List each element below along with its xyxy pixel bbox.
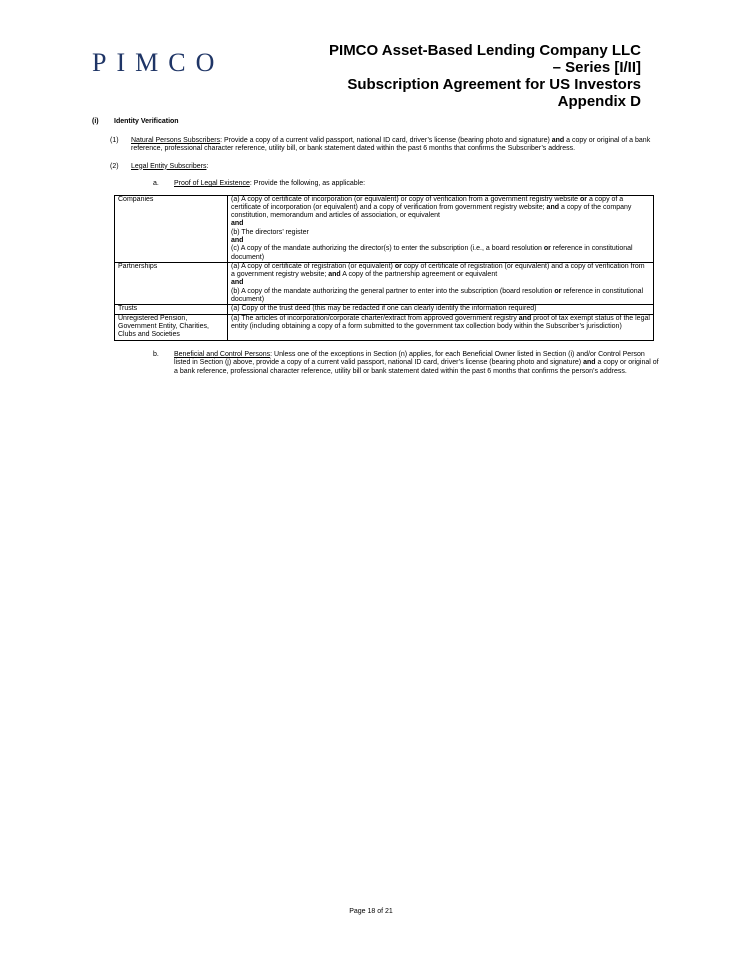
subitem-number: a. bbox=[153, 180, 159, 187]
item-text-part: : Provide a copy of a current valid passport, national ID card, driver’s license (bearing photo and signature) bbox=[220, 136, 552, 144]
cell-line bbox=[231, 263, 650, 280]
bold-and: and bbox=[551, 136, 565, 144]
cell-text: a copy of a certificate of incorporation (or equivalent) and a copy of verification from government registry website; bbox=[231, 195, 624, 211]
cell-line bbox=[231, 245, 650, 262]
cell-text: A copy of the partnership agreement or equivalent bbox=[340, 271, 498, 279]
bold-and: and bbox=[231, 279, 244, 287]
subitem-beneficial-control bbox=[92, 351, 662, 377]
item-label: Natural Persons Subscribers bbox=[131, 136, 221, 144]
item-text-part: a copy or original of a bank reference, professional character reference, utility bill, or bank statement dated within the past 6 months that confirms the Subscriber’s address. bbox=[131, 136, 651, 152]
row-label: Partnerships bbox=[115, 262, 228, 304]
cell-text: (b) A copy of the mandate authorizing the general partner to enter into the subscription (board resolution bbox=[231, 287, 555, 295]
table-row bbox=[115, 262, 654, 304]
bold-or: or bbox=[580, 195, 587, 203]
section-title: Identity Verification bbox=[114, 118, 179, 125]
requirements-table bbox=[114, 195, 654, 341]
item-label: Legal Entity Subscribers bbox=[131, 162, 207, 170]
cell-text: (a) A copy of certificate of registration (or equivalent) bbox=[231, 262, 395, 270]
pimco-logo: PIMCO bbox=[92, 48, 225, 77]
table-row bbox=[115, 314, 654, 340]
title-line-3: Subscription Agreement for US Investors bbox=[347, 76, 641, 93]
item-number: (1) bbox=[110, 136, 119, 144]
bold-and: and bbox=[328, 271, 341, 279]
row-label: Companies bbox=[115, 195, 228, 262]
cell-line: (b) The directors’ register bbox=[231, 228, 309, 236]
cell-text: (a) The articles of incorporation/corporate charter/extract from approved government registry bbox=[231, 314, 519, 322]
cell-text: (a) A copy of certificate of incorporation (or equivalent) or copy of verification from a government registry website bbox=[231, 195, 580, 203]
item-legal-entity bbox=[92, 163, 662, 172]
item-text-part: : bbox=[206, 162, 209, 170]
row-content bbox=[228, 314, 654, 340]
row-content: (a) Copy of the trust deed (this may be redacted if one can clearly identify the information required) bbox=[228, 305, 654, 314]
page-number: Page 18 of 21 bbox=[349, 908, 393, 915]
title-line-2: – Series [I/II] bbox=[552, 59, 641, 76]
item-text bbox=[131, 163, 662, 172]
cell-text: copy of certificate of registration (or equivalent) and a copy of verification from a government registry website; bbox=[231, 262, 645, 279]
subitem-text bbox=[174, 180, 662, 189]
table-row bbox=[115, 195, 654, 262]
item-natural-persons bbox=[92, 137, 662, 154]
subitem-text-part: : Provide the following, as applicable: bbox=[249, 180, 366, 187]
cell-text: proof of tax exempt status of the legal entity (including obtaining a copy of a form submitted to the government tax collection body within the Subscriber’s jurisdiction) bbox=[231, 314, 650, 330]
bold-or: or bbox=[543, 245, 551, 253]
subitem-label: Beneficial and Control Persons bbox=[174, 350, 271, 358]
item-number: (2) bbox=[110, 162, 119, 170]
bold-and: and bbox=[546, 203, 559, 211]
cell-line bbox=[231, 196, 650, 221]
item-text bbox=[131, 137, 662, 154]
cell-line bbox=[231, 288, 650, 305]
bold-and: and bbox=[583, 359, 596, 367]
row-label: Trusts bbox=[115, 305, 228, 314]
row-content bbox=[228, 262, 654, 304]
subitem-number: b. bbox=[153, 350, 159, 358]
row-label: Unregistered Pension, Government Entity, Charities, Clubs and Societies bbox=[115, 314, 228, 340]
document-title bbox=[301, 42, 641, 110]
section-number: (i) bbox=[92, 118, 99, 125]
title-line-1: PIMCO Asset-Based Lending Company LLC bbox=[329, 42, 641, 59]
subitem-text bbox=[174, 351, 662, 377]
bold-or: or bbox=[554, 287, 562, 295]
table-row bbox=[115, 305, 654, 314]
document-body bbox=[92, 118, 662, 382]
subitem-proof-of-existence bbox=[92, 180, 662, 189]
bold-and: and bbox=[231, 220, 244, 228]
cell-text: reference in constitutional document) bbox=[231, 287, 644, 304]
cell-text: a copy of the company constitution, memorandum and articles of association, or equivalent bbox=[231, 203, 632, 220]
cell-text: reference in constitutional document) bbox=[231, 245, 633, 261]
bold-and: and bbox=[518, 314, 532, 322]
title-line-4: Appendix D bbox=[557, 93, 641, 110]
cell-text: (c) A copy of the mandate authorizing the director(s) to enter the subscription (i.e., a board resolution bbox=[231, 245, 544, 253]
subitem-text-part: : Unless one of the exceptions in Section (n) applies, for each Beneficial Owner listed in Section (i) and/or Control Person listed in Section (j) above, provide a copy of a current valid passport, national ID card, driver’s license (bearing photo and signature) bbox=[174, 350, 645, 367]
bold-and: and bbox=[231, 236, 244, 244]
subitem-text-part: a copy or original of a bank reference, professional character reference, utility bill or bank statement dated within the past 6 months that confirms the person’s address. bbox=[174, 359, 659, 375]
section-heading bbox=[92, 118, 662, 127]
bold-or: or bbox=[394, 262, 402, 270]
subitem-label: Proof of Legal Existence bbox=[174, 180, 250, 187]
row-content bbox=[228, 195, 654, 262]
